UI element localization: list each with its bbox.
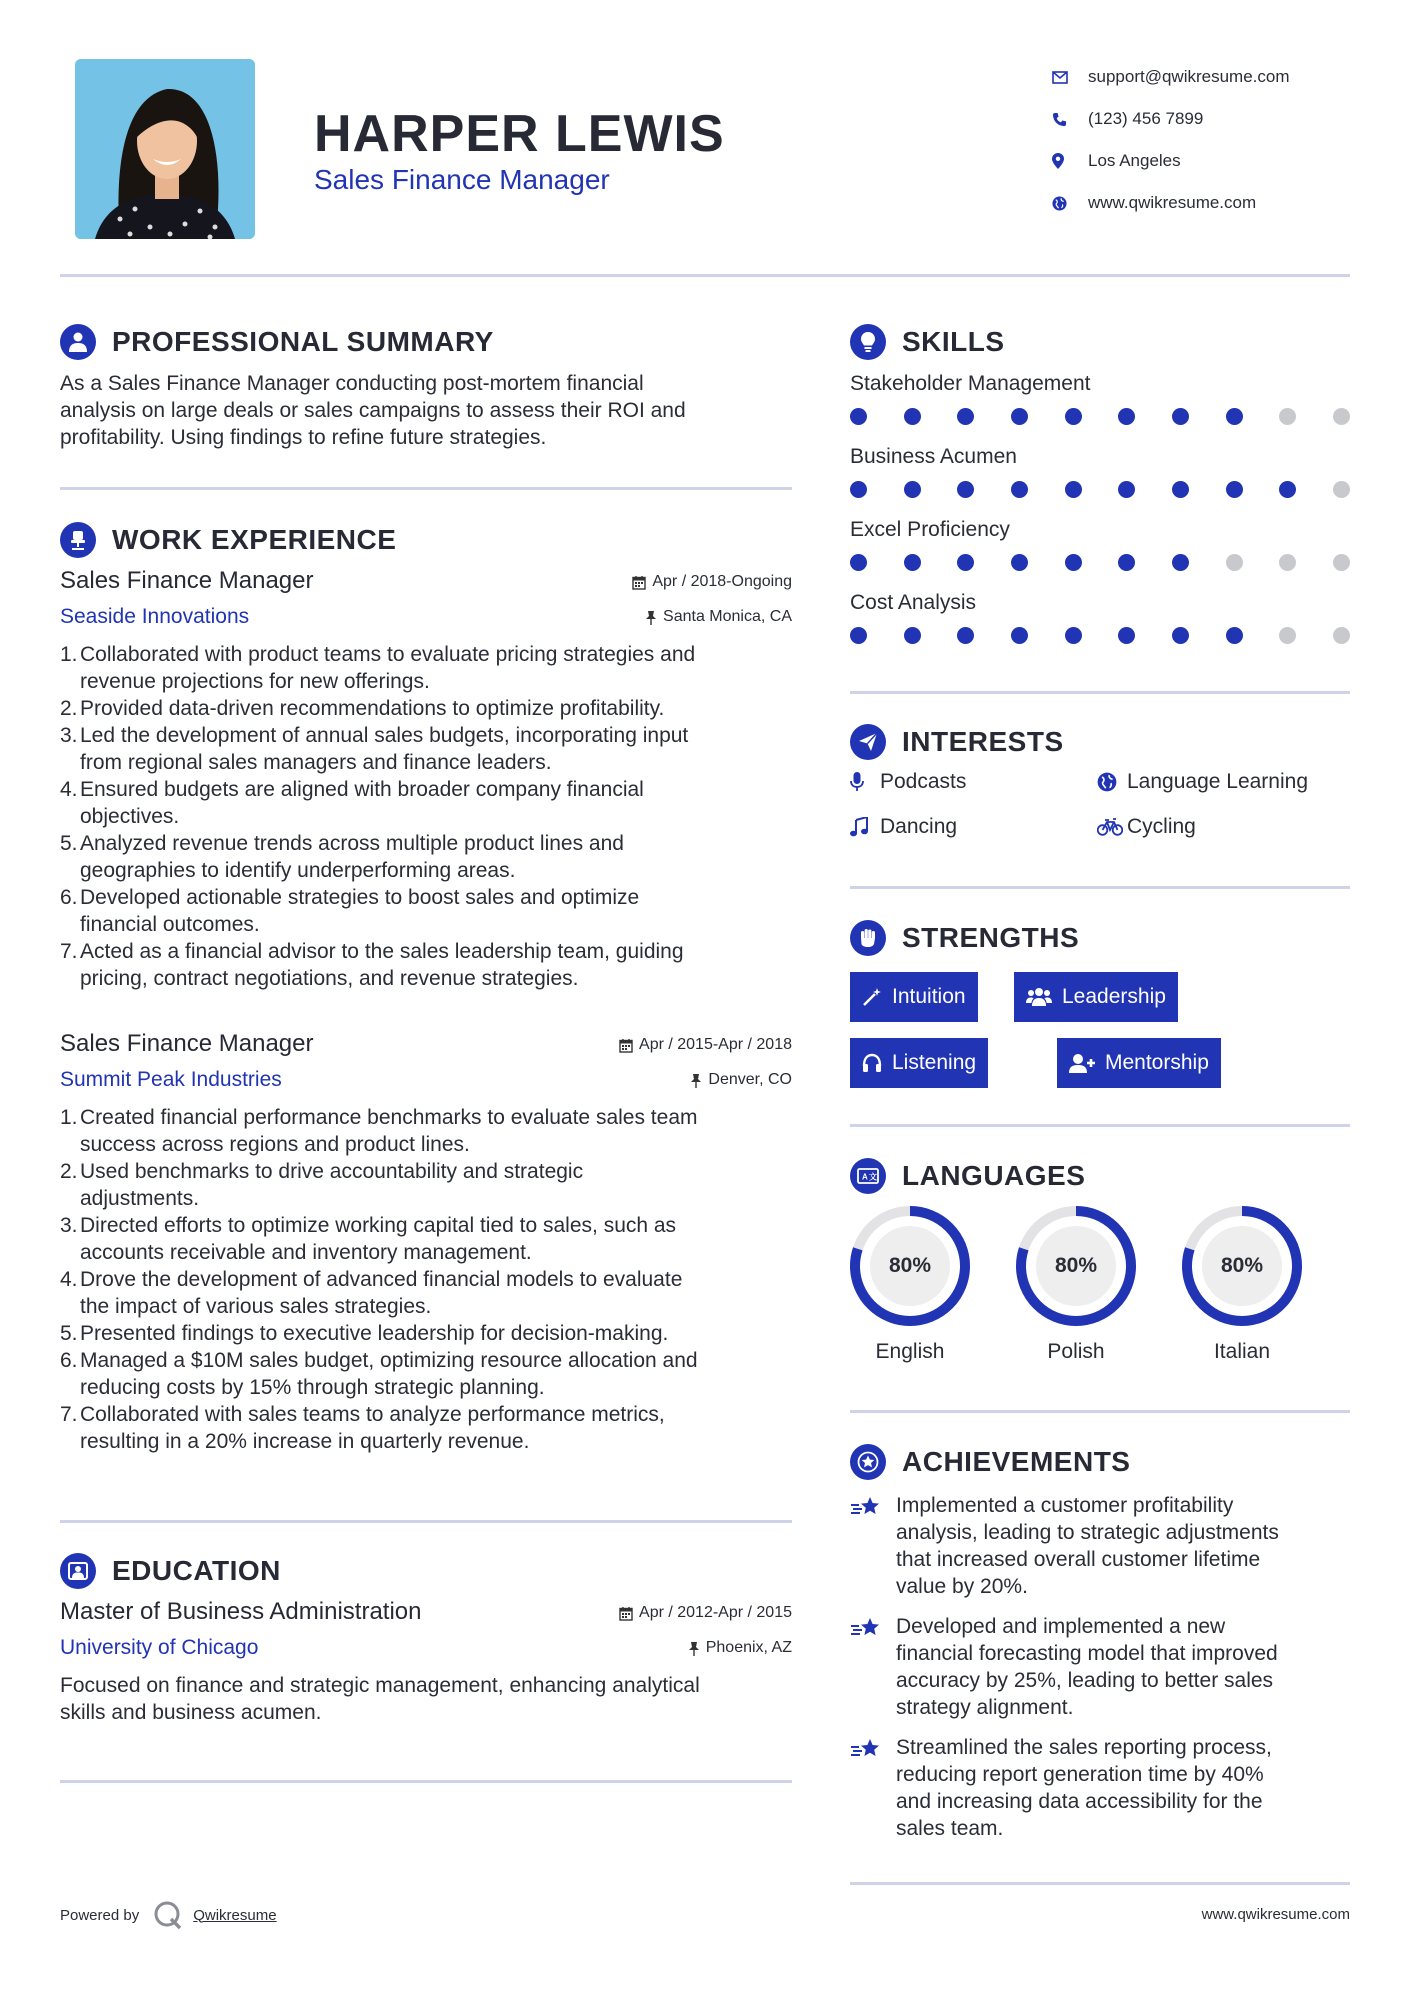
skill-item [850, 372, 1350, 425]
candidate-name: HARPER LEWIS [314, 105, 725, 163]
job-title: Sales Finance Manager [60, 1030, 314, 1057]
skill-dot-filled [1065, 481, 1082, 498]
education-location-text: Phoenix, AZ [705, 1639, 792, 1656]
strength-chip [850, 1038, 988, 1088]
strength-chip [850, 972, 978, 1022]
globe-icon [1050, 196, 1088, 211]
achievement-item [850, 1492, 1350, 1600]
microphone-icon [850, 772, 878, 792]
list-item: 3. Led the development of annual sales budgets, incorporating input from regional sales managers and finance leaders. [60, 724, 689, 774]
skill-dot-filled [957, 481, 974, 498]
skill-dot-filled [850, 481, 867, 498]
interest-item [850, 815, 957, 839]
skill-dot-filled [1011, 481, 1028, 498]
list-item: 7. Collaborated with sales teams to analyze performance metrics, resulting in a 20% increase in quarterly revenue. [60, 1403, 665, 1453]
skill-dot-filled [1011, 554, 1028, 571]
powered-by-text: Powered by [60, 1906, 140, 1924]
calendar-icon [632, 575, 646, 590]
summary-heading: PROFESSIONAL SUMMARY [112, 326, 494, 357]
language-item [1180, 1204, 1304, 1364]
section-divider [850, 1410, 1350, 1413]
user-icon [60, 324, 96, 360]
education-dates-text: Apr / 2012-Apr / 2015 [639, 1604, 792, 1621]
phone-text: (123) 456 7899 [1088, 109, 1204, 128]
list-item: 5. Analyzed revenue trends across multiple product lines and geographies to identify underperforming areas. [60, 832, 624, 882]
education-description: Focused on finance and strategic management, enhancing analytical skills and business acumen. [60, 1674, 700, 1724]
skill-dot-filled [904, 554, 921, 571]
skill-dot-filled [850, 627, 867, 644]
pushpin-icon [690, 1073, 702, 1088]
headphones-icon [862, 1053, 882, 1073]
language-item [1014, 1204, 1138, 1364]
skill-dot-empty [1333, 408, 1350, 425]
skill-dot-filled [1118, 554, 1135, 571]
skill-rating [850, 408, 1350, 425]
graduate-icon [60, 1553, 96, 1589]
calendar-icon [619, 1606, 633, 1621]
shooting-star-icon [850, 1613, 896, 1721]
language-name: Polish [1047, 1340, 1105, 1363]
language-progress-ring [848, 1204, 972, 1328]
interests-header [850, 724, 1064, 760]
skill-dot-filled [904, 627, 921, 644]
language-percent: 80% [1054, 1254, 1098, 1277]
summary-text [60, 370, 800, 451]
calendar-icon [619, 1038, 633, 1053]
brand-link[interactable]: Qwikresume [193, 1906, 277, 1924]
contact-location [1050, 140, 1370, 182]
job-dates [632, 573, 792, 591]
education-header [60, 1553, 281, 1589]
website-text: www.qwikresume.com [1088, 193, 1257, 212]
section-divider [850, 1882, 1350, 1885]
strengths-heading: STRENGTHS [902, 922, 1080, 953]
summary-line: analysis on large deals or sales campaigns to assess their ROI and [60, 399, 686, 422]
interest-label: Cycling [1127, 815, 1196, 838]
experience-header [60, 522, 396, 558]
skill-dot-empty [1333, 554, 1350, 571]
user-plus-icon [1069, 1053, 1095, 1073]
list-item: 4. Ensured budgets are aligned with broader company financial objectives. [60, 778, 644, 828]
interest-item [850, 770, 966, 794]
language-icon [850, 1158, 886, 1194]
skill-dot-empty [1279, 554, 1296, 571]
briefcase-chair-icon [60, 522, 96, 558]
music-note-icon [850, 817, 878, 837]
languages-header [850, 1158, 1085, 1194]
skill-item [850, 518, 1350, 571]
list-item: 2. Provided data-driven recommendations to optimize profitability. [60, 697, 665, 720]
skills-heading: SKILLS [902, 326, 1005, 357]
list-item: 6. Managed a $10M sales budget, optimizing resource allocation and reducing costs by 15% through strategic planning. [60, 1349, 698, 1399]
skill-dot-filled [1118, 408, 1135, 425]
job-entry [60, 567, 792, 992]
strength-label: Intuition [892, 985, 966, 1008]
education-dates [619, 1604, 792, 1622]
skill-dot-filled [1118, 481, 1135, 498]
section-divider [60, 1520, 792, 1523]
achievements-header [850, 1444, 1130, 1480]
lightbulb-icon [850, 324, 886, 360]
shooting-star-icon [850, 1492, 896, 1600]
skill-dot-filled [1172, 408, 1189, 425]
candidate-title: Sales Finance Manager [314, 164, 610, 195]
shooting-star-icon [850, 1734, 896, 1842]
magic-wand-icon [862, 987, 882, 1007]
skill-dot-filled [1172, 627, 1189, 644]
job-title: Sales Finance Manager [60, 567, 314, 594]
skill-dot-filled [904, 408, 921, 425]
list-item: 2. Used benchmarks to drive accountability and strategic adjustments. [60, 1160, 584, 1210]
list-item: 6. Developed actionable strategies to boost sales and optimize financial outcomes. [60, 886, 640, 936]
skill-rating [850, 627, 1350, 644]
contact-phone[interactable] [1050, 98, 1370, 140]
fist-icon [850, 920, 886, 956]
list-item: 4. Drove the development of advanced financial models to evaluate the impact of various sales strategies. [60, 1268, 683, 1318]
degree: Master of Business Administration [60, 1598, 422, 1625]
interest-label: Dancing [880, 815, 958, 838]
achievement-item [850, 1613, 1350, 1721]
skill-dot-empty [1279, 408, 1296, 425]
list-item: 1. Created financial performance benchmarks to evaluate sales team success across regions and product lines. [60, 1106, 698, 1156]
skills-header [850, 324, 1005, 360]
job-company: Seaside Innovations [60, 605, 250, 628]
header-divider [60, 274, 1350, 277]
job-bullets [60, 1104, 792, 1455]
skill-dot-empty [1333, 481, 1350, 498]
section-divider [850, 886, 1350, 889]
section-divider [850, 691, 1350, 694]
skill-dot-filled [850, 554, 867, 571]
job-dates-text: Apr / 2015-Apr / 2018 [639, 1036, 792, 1053]
skill-name: Cost Analysis [850, 591, 977, 614]
languages-heading: LANGUAGES [902, 1160, 1086, 1191]
strength-chip [1014, 972, 1178, 1022]
job-location-text: Santa Monica, CA [663, 608, 792, 625]
achievement-text: Developed and implemented a new financial forecasting model that improved accuracy by 25%, leading to better sales strategy alignment. [896, 1615, 1278, 1719]
skill-dot-filled [1279, 481, 1296, 498]
skill-dot-filled [957, 408, 974, 425]
skill-dot-filled [1065, 554, 1082, 571]
skill-dot-filled [1226, 481, 1243, 498]
achievements-heading: ACHIEVEMENTS [902, 1446, 1131, 1477]
skill-dot-filled [1011, 408, 1028, 425]
interest-label: Podcasts [880, 770, 967, 793]
achievement-item [850, 1734, 1350, 1842]
strength-label: Mentorship [1105, 1051, 1209, 1074]
location-text: Los Angeles [1088, 151, 1181, 170]
skill-name: Excel Proficiency [850, 518, 1010, 541]
language-item [848, 1204, 972, 1364]
phone-icon [1050, 112, 1088, 127]
skill-dot-filled [1172, 554, 1189, 571]
education-location [688, 1639, 792, 1657]
school-name: University of Chicago [60, 1636, 259, 1659]
strength-label: Listening [892, 1051, 977, 1074]
experience-heading: WORK EXPERIENCE [112, 524, 397, 555]
list-item: 7. Acted as a financial advisor to the sales leadership team, guiding pricing, contract negotiations, and revenue strategies. [60, 940, 684, 990]
footer-website[interactable]: www.qwikresume.com [1201, 1906, 1350, 1923]
section-divider [850, 1124, 1350, 1127]
language-percent: 80% [1220, 1254, 1264, 1277]
skill-name: Business Acumen [850, 445, 1017, 468]
svg-text:A: A [862, 1172, 868, 1182]
job-location-text: Denver, CO [708, 1071, 792, 1088]
strengths-header [850, 920, 1079, 956]
list-item: 3. Directed efforts to optimize working capital tied to sales, such as accounts receivable and inventory management. [60, 1214, 677, 1264]
achievement-text: Implemented a customer profitability analysis, leading to strategic adjustments that increased overall customer lifetime value by 20%. [896, 1494, 1279, 1598]
job-dates-text: Apr / 2018-Ongoing [652, 573, 792, 590]
skill-dot-filled [904, 481, 921, 498]
summary-line: As a Sales Finance Manager conducting post-mortem financial [60, 372, 644, 395]
skill-dot-filled [850, 408, 867, 425]
summary-line: profitability. Using findings to refine future strategies. [60, 426, 547, 449]
section-divider [60, 1780, 792, 1783]
interest-item [1097, 770, 1308, 794]
skill-dot-filled [957, 554, 974, 571]
language-progress-ring [1014, 1204, 1138, 1328]
skill-dot-filled [1011, 627, 1028, 644]
language-percent: 80% [888, 1254, 932, 1277]
job-entry [60, 1030, 792, 1455]
skill-name: Stakeholder Management [850, 372, 1091, 395]
job-dates [619, 1036, 792, 1054]
users-icon [1026, 987, 1052, 1007]
interests-heading: INTERESTS [902, 726, 1064, 757]
summary-header [60, 324, 494, 360]
language-name: Italian [1213, 1340, 1271, 1363]
pushpin-icon [645, 610, 657, 625]
skill-dot-filled [957, 627, 974, 644]
achievement-text: Streamlined the sales reporting process, reducing report generation time by 40% and increasing data accessibility for the sales team. [896, 1736, 1272, 1840]
language-progress-ring [1180, 1204, 1304, 1328]
pushpin-icon [688, 1641, 700, 1656]
interest-item [1097, 815, 1196, 839]
profile-photo [75, 59, 255, 239]
education-heading: EDUCATION [112, 1555, 281, 1586]
skill-item [850, 591, 1350, 644]
paper-plane-icon [850, 724, 886, 760]
skill-rating [850, 554, 1350, 571]
skill-dot-filled [1065, 408, 1082, 425]
education-entry [60, 1598, 792, 1726]
skill-dot-filled [1226, 627, 1243, 644]
skill-dot-empty [1333, 627, 1350, 644]
skill-rating [850, 481, 1350, 498]
job-location [645, 608, 792, 626]
svg-text:文: 文 [869, 1172, 877, 1182]
interest-label: Language Learning [1127, 770, 1309, 793]
job-location [690, 1071, 792, 1089]
section-divider [60, 487, 792, 490]
list-item: 5. Presented findings to executive leadership for decision-making. [60, 1322, 669, 1345]
skill-dot-filled [1226, 408, 1243, 425]
email-text: support@qwikresume.com [1088, 67, 1290, 86]
skill-dot-filled [1065, 627, 1082, 644]
skill-item [850, 445, 1350, 498]
qwikresume-logo-icon [153, 1900, 185, 1930]
contact-info [1050, 56, 1370, 224]
contact-website[interactable] [1050, 182, 1370, 224]
footer-powered-by [60, 1900, 277, 1930]
job-bullets [60, 641, 792, 992]
job-company: Summit Peak Industries [60, 1068, 282, 1091]
strength-label: Leadership [1062, 985, 1166, 1008]
language-name: English [875, 1340, 945, 1363]
strength-chip [1057, 1038, 1221, 1088]
skill-dot-filled [1118, 627, 1135, 644]
list-item: 1. Collaborated with product teams to evaluate pricing strategies and revenue projections for new offerings. [60, 643, 696, 693]
skill-dot-empty [1279, 627, 1296, 644]
skill-dot-filled [1172, 481, 1189, 498]
star-badge-icon [850, 1444, 886, 1480]
skill-dot-empty [1226, 554, 1243, 571]
map-pin-icon [1050, 153, 1088, 169]
envelope-icon [1050, 71, 1088, 84]
contact-email[interactable] [1050, 56, 1370, 98]
bicycle-icon [1097, 818, 1125, 836]
globe-icon [1097, 772, 1125, 792]
